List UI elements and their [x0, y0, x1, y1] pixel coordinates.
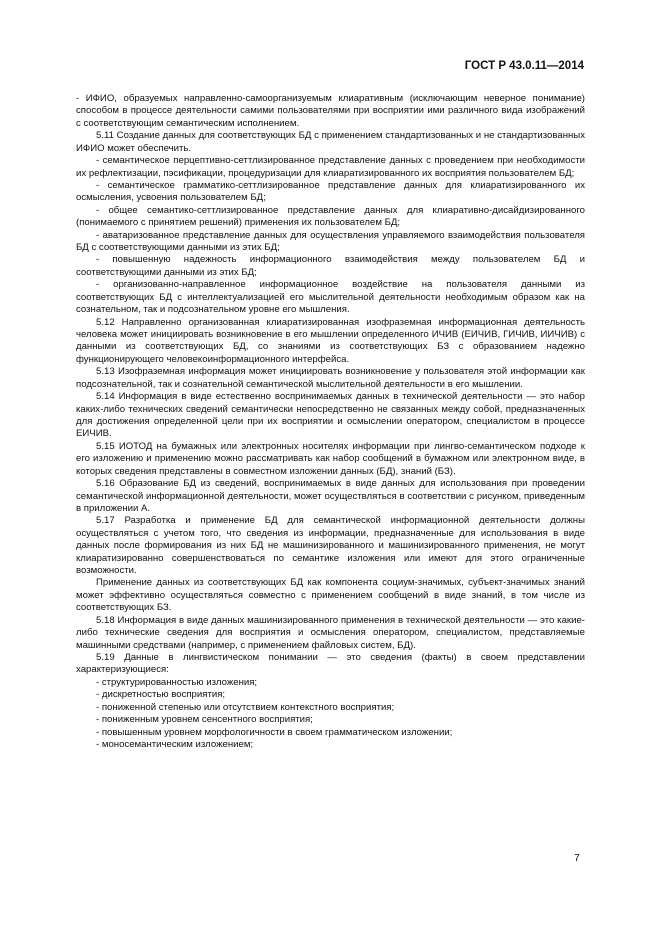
paragraph: 5.11 Создание данных для соответствующих БД с применением стандартизованных и не стандартизованных ИФИО может обеспечить.: [76, 130, 585, 154]
paragraph: - аватаризованное представление данных для осуществления управляемого взаимодействия пользователя БД с соответствующими данными из этих БД;: [76, 229, 585, 254]
body-text: [76, 93, 585, 751]
paragraph: Применение данных из соответствующих БД как компонента социум-значимых, субъект-значимых знаний может эффективно осуществляться совместно с применением сообщений в виде знаний, в том числе из соответствующих БЗ.: [76, 577, 585, 614]
paragraph: - дискретностью восприятия;: [96, 689, 226, 701]
paragraph: 5.13 Изофраземная информация может инициировать возникновение у пользователя этой информации как подсознательной, так и сознательной семантической мыслительной деятельности в его мышлении.: [76, 366, 585, 390]
paragraph: 5.14 Информация в виде естественно воспринимаемых данных в технической деятельности — это набор каких-либо технических сведений семантически непосредственно не связанных между собой, предназначенных для достижения определенной цели при их восприятии и осмыслении оператором, специалистом в процессе ЕИЧИВ.: [76, 391, 585, 440]
paragraph: 5.12 Направленно организованная клиаратизированная изофраземная информационная деятельность человека может инициировать возникновение в его мышлении определенного ИЧИВ (ЕИЧИВ, ГИЧИВ, ИИЧИВ) с данными из соответствующих БД, со знаниями из соответствующих БЗ с образованием надежно функционирующего человекоинформационного интерфейса.: [76, 316, 585, 365]
paragraph: - пониженной степенью или отсутствием контекстного восприятия;: [96, 701, 395, 713]
standard-designation: ГОСТ Р 43.0.11—2014: [464, 60, 584, 72]
paragraph: - ИФИО, образуемых направленно-самоорганизуемым клиаративным (исключающим неверное понимание) способом в процессе деятельности самими пользователями при восприятии ими различного вида изображений с соответствующим семантическим исполнением.: [76, 93, 585, 129]
paragraph: - повышенным уровнем морфологичности в своем грамматическом изложении;: [96, 726, 453, 738]
paragraph: - структурированностью изложения;: [96, 676, 258, 688]
paragraph: - организованно-направленное информационное воздействие на пользователя данными из соответствующих БД с интеллектуализацией его мыслительной деятельности необходимым образом как на сознательном, так и подсознательном уровне его мышления.: [76, 279, 585, 316]
paragraph: 5.19 Данные в лингвистическом понимании — это сведения (факты) в своем представлении характеризующиеся:: [76, 651, 585, 676]
paragraph: - семантическое грамматико-сеттлизированное представление данных для клиаратизированного их осмысления, усвоения пользователем БД;: [76, 179, 585, 204]
paragraph: - семантическое перцептивно-сеттлизированное представление данных с проведением при необходимости их рефлектизации, пэсификации, процедуризации для клиаратизированного их восприятия пользователем БД;: [76, 155, 585, 179]
paragraph: - пониженным уровнем сенсентного восприятия;: [96, 714, 313, 726]
paragraph: 5.17 Разработка и применение БД для семантической информационной деятельности должны осуществляться с учетом того, что сведения из информации, предназначенные для использования в виде данных после формирования из них БД не машинизированного и машинизированного применения, не могут клиаратизированно совершенствоваться по семантике изложения или имеют для этого ограниченные возможности.: [76, 515, 585, 577]
paragraph: 5.16 Образование БД из сведений, воспринимаемых в виде данных для использования при проведении семантической информационной деятельности, может осуществляться в соответствии с рисунком, приведенным в приложении А.: [76, 478, 585, 514]
paragraph: 5.15 ИОТОД на бумажных или электронных носителях информации при лингво-семантическом подходе к его изложению и применению можно рассматривать как набор сообщений в бумажном или электронном виде, в которых сведения представлены в совместном изложении данных (БД), знаний (БЗ).: [76, 440, 585, 477]
page-number: 7: [574, 852, 580, 864]
paragraph: - моносемантическим изложением;: [96, 738, 254, 750]
paragraph: 5.18 Информация в виде данных машинизированного применения в технической деятельности — это какие-либо технические сведения для восприятия и осмысления оператором, специалистом, представляемые машинными средствами (например, с применением файловых систем, БД).: [76, 614, 585, 651]
paragraph: - повышенную надежность информационного взаимодействия между пользователем БД и соответствующими данными из этих БД;: [76, 254, 585, 278]
paragraph: - общее семантико-сеттлизированное представление данных для клиаративно-дисайдизированного (понимаемого с принятием решений) применения их пользователем БД;: [76, 204, 585, 229]
